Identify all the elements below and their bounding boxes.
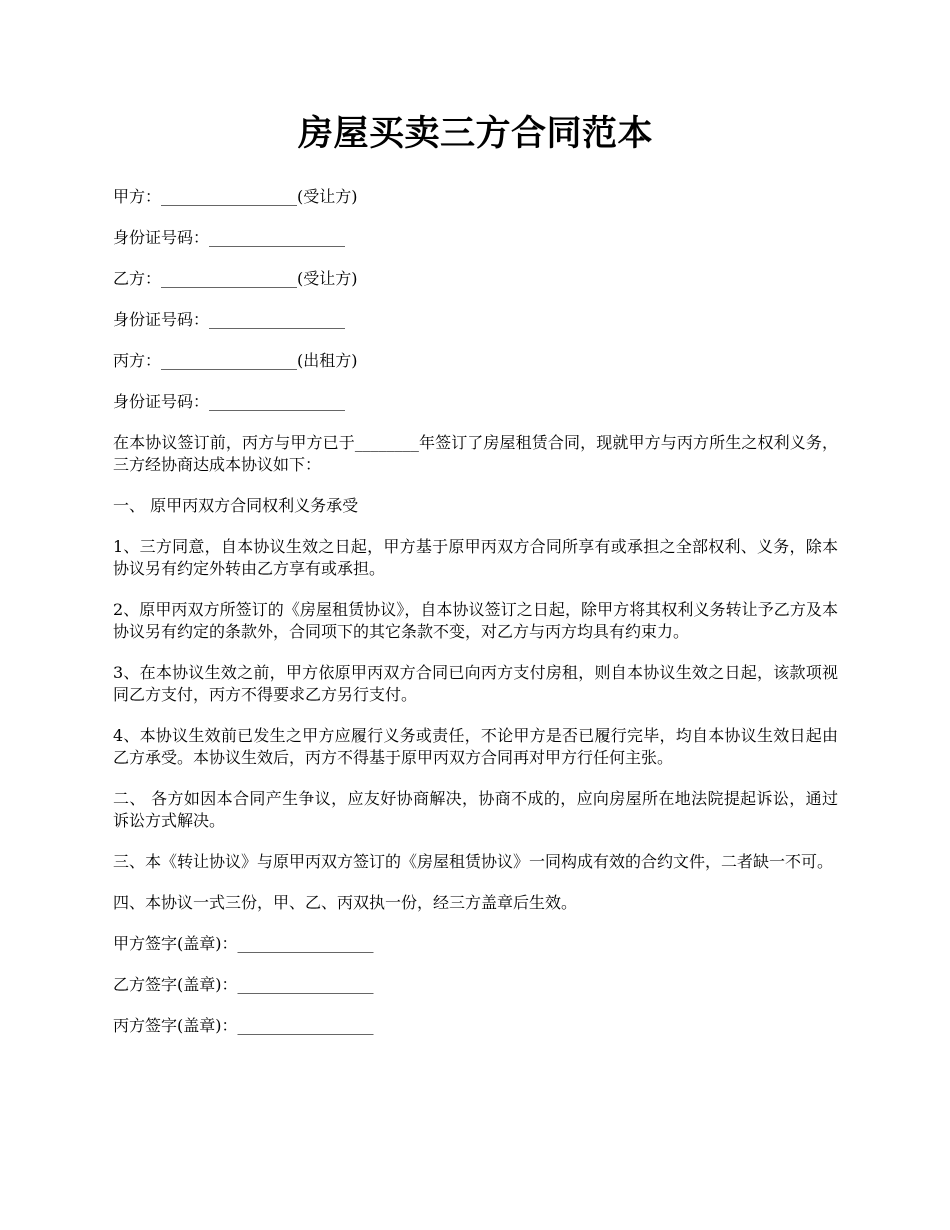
preamble-paragraph: 在本协议签订前，丙方与甲方已于________年签订了房屋租赁合同，现就甲方与丙方所生之权利义务，三方经协商达成本协议如下： [113, 433, 838, 474]
party-b-field: 乙方：_________________(受让方) [113, 269, 358, 288]
party-a-field: 甲方：_________________(受让方) [113, 187, 358, 206]
document-title: 房屋买卖三方合同范本 [297, 113, 653, 154]
clause-3: 3、在本协议生效之前，甲方依原甲丙双方合同已向丙方支付房租，则自本协议生效之日起，该款项视同乙方支付，丙方不得要求乙方另行支付。 [113, 663, 838, 704]
clause-2: 2、原甲丙双方所签订的《房屋租赁协议》，自本协议签订之日起，除甲方将其权利义务转让予乙方及本协议另有约定的条款外，合同项下的其它条款不变，对乙方与丙方均具有约束力。 [113, 600, 838, 641]
section-three-paragraph: 三、本《转让协议》与原甲丙双方签订的《房屋租赁协议》一同构成有效的合约文件，二者缺一不可。 [113, 852, 834, 871]
party-b-signature: 乙方签字(盖章)：_________________ [113, 975, 374, 994]
section-two-paragraph: 二、 各方如因本合同产生争议，应友好协商解决，协商不成的，应向房屋所在地法院提起诉讼，通过诉讼方式解决。 [113, 789, 838, 830]
clause-4: 4、本协议生效前已发生之甲方应履行义务或责任，不论甲方是否已履行完毕，均自本协议生效日起由乙方承受。本协议生效后，丙方不得基于原甲丙双方合同再对甲方行任何主张。 [113, 726, 838, 767]
document-body [113, 186, 838, 1037]
party-c-field: 丙方：_________________(出租方) [113, 351, 358, 370]
section-one-heading: 一、 原甲丙双方合同权利义务承受 [113, 496, 359, 515]
party-c-signature: 丙方签字(盖章)：_________________ [113, 1016, 374, 1035]
party-c-id-field: 身份证号码：_________________ [113, 392, 346, 411]
party-a-id-field: 身份证号码：_________________ [113, 228, 346, 247]
clause-1: 1、三方同意，自本协议生效之日起，甲方基于原甲丙双方合同所享有或承担之全部权利、义务，除本协议另有约定外转由乙方享有或承担。 [113, 537, 838, 578]
party-a-signature: 甲方签字(盖章)：_________________ [113, 934, 374, 953]
party-b-id-field: 身份证号码：_________________ [113, 310, 346, 329]
section-four-paragraph: 四、本协议一式三份，甲、乙、丙双执一份，经三方盖章后生效。 [113, 893, 578, 912]
